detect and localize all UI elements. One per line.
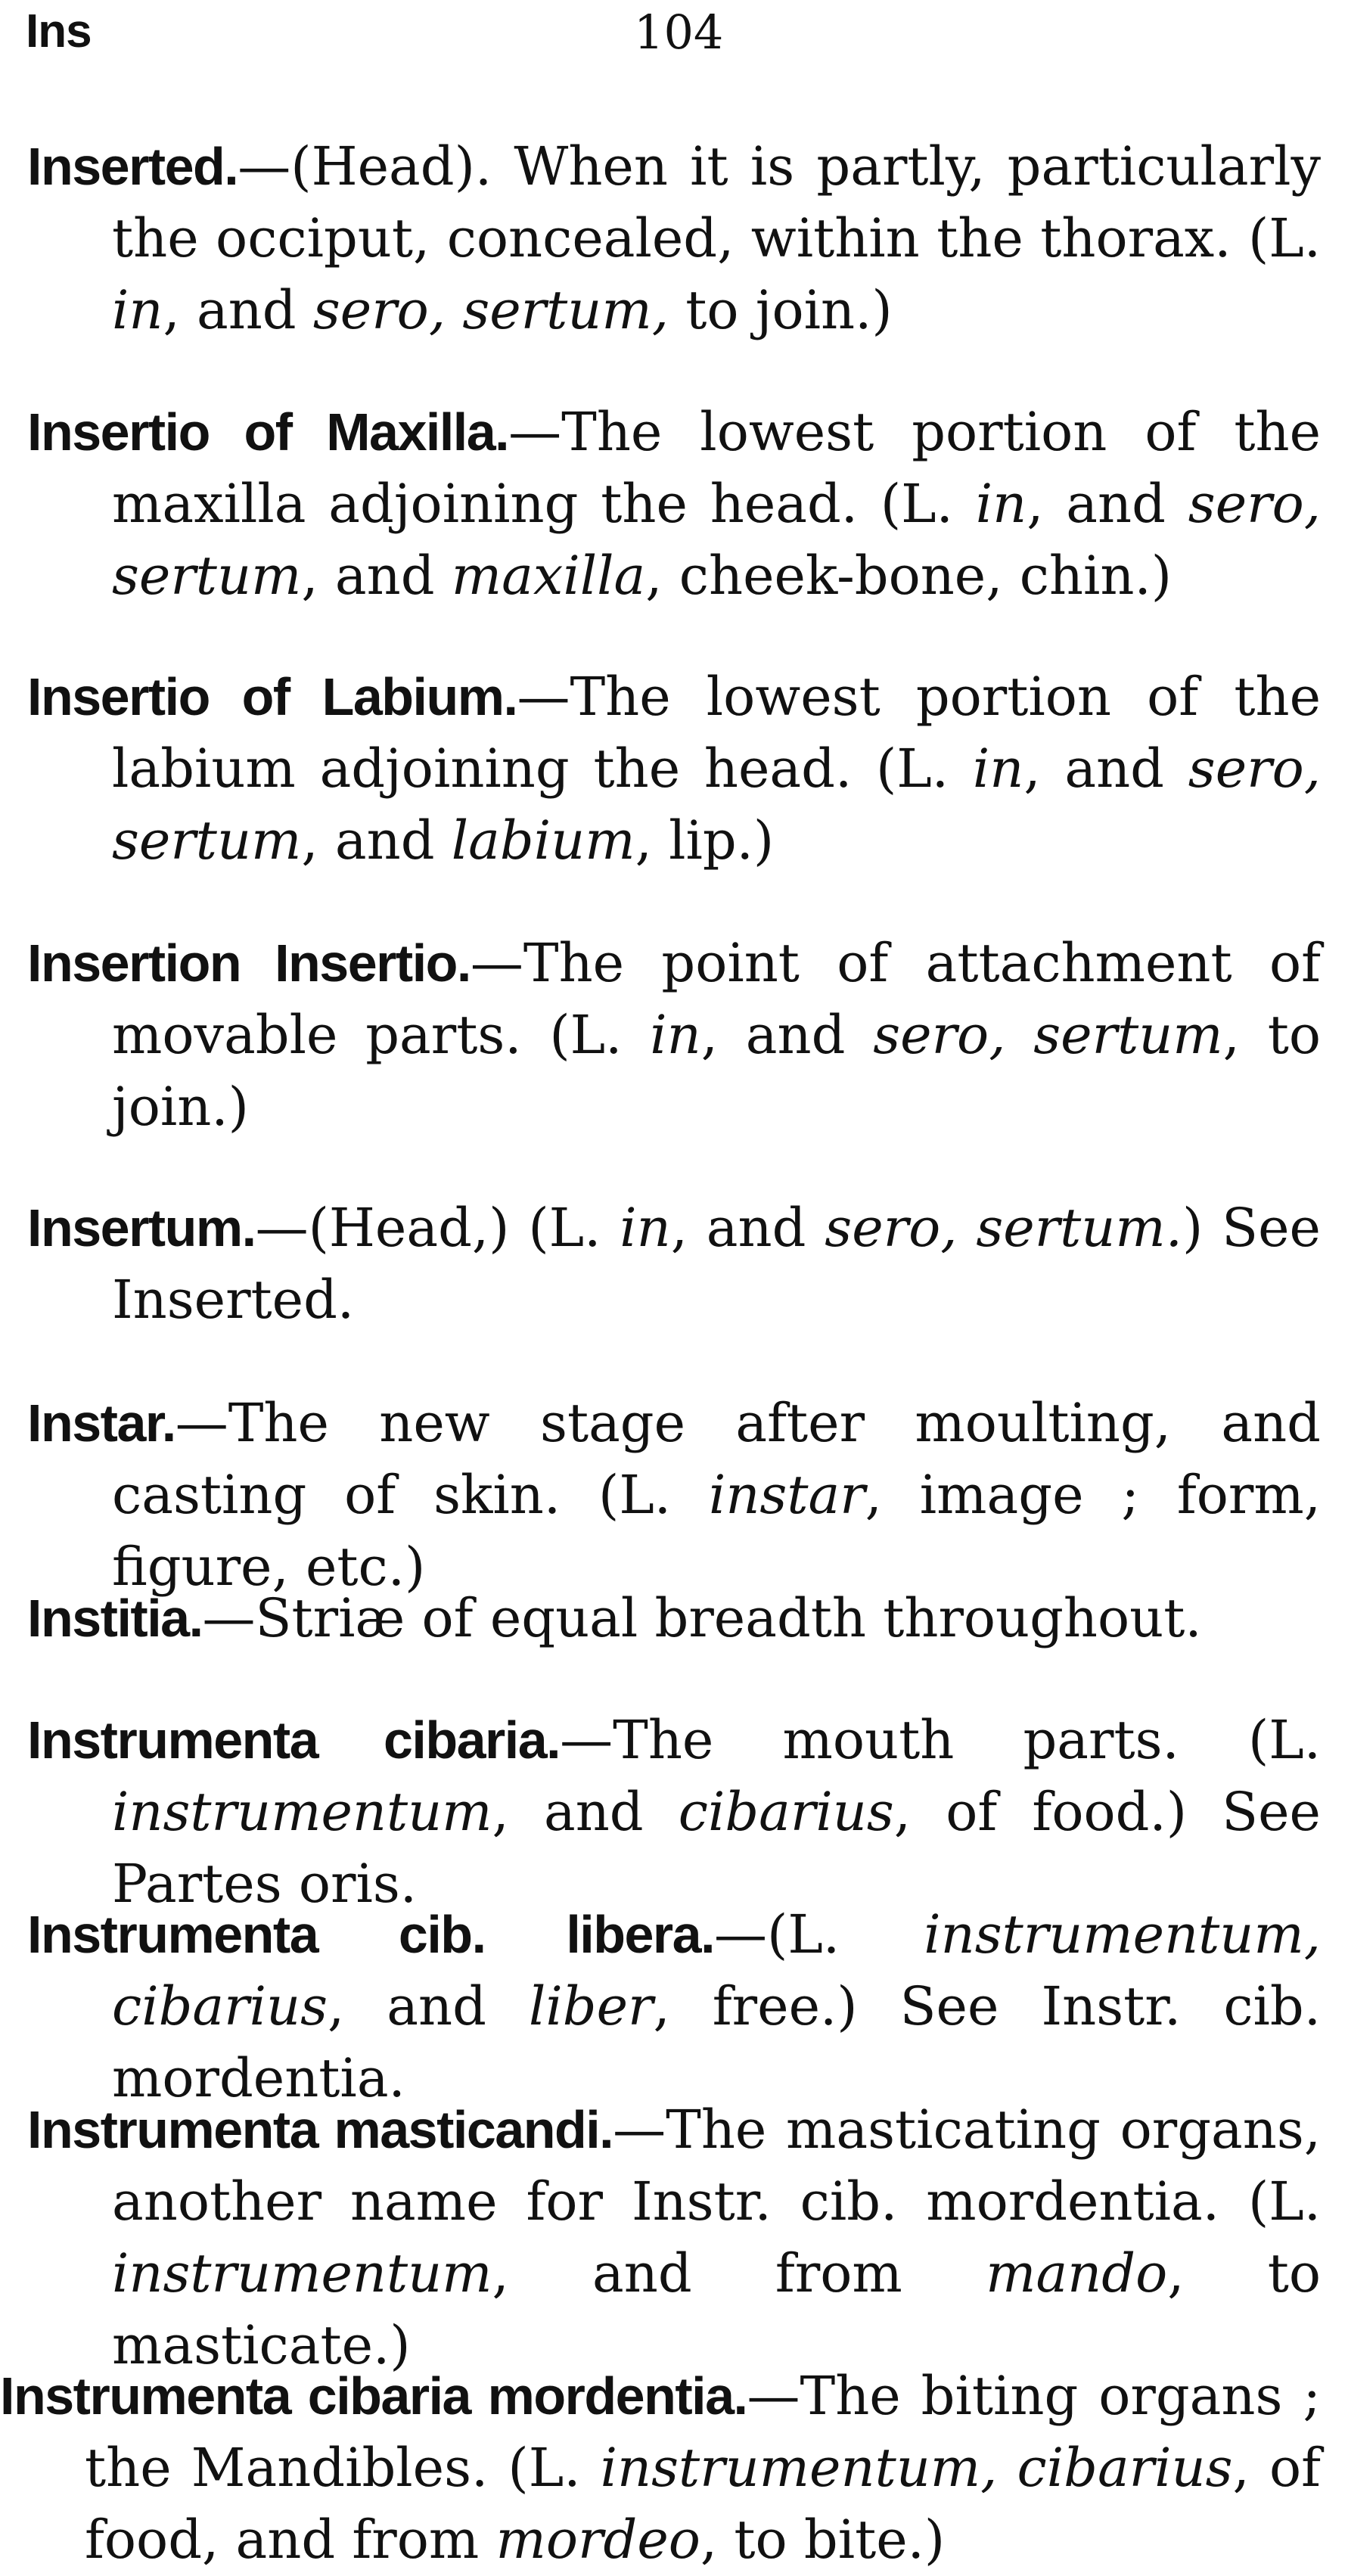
entry-headword: Inserted. [27,137,238,196]
entry-instrumenta-masticandi [27,2094,1321,2382]
entry-insertio-of-maxilla [27,396,1321,612]
entry-institia [27,1583,1321,1655]
entry-headword: Instrumenta cibaria mordentia. [0,2366,747,2425]
definition-text: —The lowest portion of the labium adjoining the head. (L. [112,666,1321,800]
page-header [0,0,1348,61]
entry-headword: Institia. [27,1589,203,1648]
definition-text: , and from [492,2242,986,2304]
italic-term: sero, sertum [112,738,1321,872]
definition-text: —The biting organs ; the Mandibles. (L. [85,2365,1321,2499]
italic-term: mando [986,2242,1168,2304]
definition-text: , to join.) [112,1004,1321,1138]
definition-text: , and [1027,473,1188,535]
entry-instar [27,1387,1321,1603]
entry-headword: Instar. [27,1394,175,1453]
italic-term: labium [451,809,635,872]
italic-term: cibarius [678,1781,894,1843]
definition-text: , lip.) [635,809,775,872]
entry-insertum [27,1192,1321,1336]
entry-insertion-insertio [27,928,1321,1143]
definition-text: , to bite.) [700,2509,946,2571]
italic-term: instrumentum, cibarius [112,1903,1322,2037]
definition-text: , and [301,545,452,607]
italic-term: sero, sertum, [312,279,669,341]
entry-headword: Instrumenta cibaria. [27,1711,561,1770]
italic-term: sero, sertum. [825,1197,1183,1259]
italic-term: instar [708,1464,865,1526]
entry-insertio-of-labium [27,661,1321,877]
definition-text: —The point of attachment of movable parts. (L. [112,932,1322,1066]
definition-text: , cheek-bone, chin.) [645,545,1173,607]
entry-definition [112,1392,1321,1598]
definition-text: , and [670,1197,825,1259]
italic-term: instrumentum [112,2242,492,2304]
definition-text: , and [301,809,452,872]
italic-term: in [650,1004,701,1066]
entry-headword: Insertum. [27,1198,256,1257]
entry-definition [203,1587,1202,1649]
italic-term: instrumentum, cibarius [600,2437,1233,2499]
definition-text: —(Head). When it is partly, particularly the occiput, concealed, within the thorax. (L. [112,135,1321,269]
page-number: 104 [634,5,724,60]
definition-text: , and [163,279,313,341]
definition-text: —(L. [714,1903,924,1965]
definition-text: —The masticating organs, another name for Instr. cib. mordentia. (L. [112,2099,1321,2233]
definition-text: , to masticate.) [112,2242,1321,2376]
definition-text: , of food, and from [85,2437,1321,2571]
definition-text: , and [492,1781,679,1843]
entry-headword: Instrumenta cib. libera. [27,1905,715,1964]
italic-term: in [975,473,1027,535]
definition-text: , free.) See Instr. cib. mordentia. [112,1975,1321,2109]
italic-term: in [972,738,1024,800]
italic-term: maxilla [451,545,646,607]
definition-text: , of food.) See Partes oris. [112,1781,1321,1915]
italic-term: liber [528,1975,654,2037]
entry-headword: Insertion Insertio. [27,934,471,993]
definition-text: —Striæ of equal breadth throughout. [202,1587,1202,1649]
entry-headword: Insertio of Labium. [27,667,517,726]
entry-definition [112,1197,1321,1331]
running-head: Ins [26,5,92,57]
definition-text: , and [328,1975,529,2037]
definition-text: —The lowest portion of the maxilla adjoining the head. (L. [112,401,1321,535]
entry-instrumenta-cibaria [27,1704,1321,1920]
italic-term: mordeo [495,2509,700,2571]
italic-term: sero, sertum [873,1004,1223,1066]
italic-term: instrumentum [112,1781,492,1843]
definition-text: —The mouth parts. (L. [560,1709,1321,1771]
definition-text: , and [1023,738,1188,800]
entry-instrumenta-cibaria-mordentia [0,2360,1321,2576]
definition-text: ) See Inserted. [112,1197,1321,1331]
italic-term: in [620,1197,671,1259]
entry-headword: Insertio of Maxilla. [27,402,509,461]
definition-text: , image ; form, figure, etc.) [112,1464,1321,1598]
definition-text: —The new stage after moulting, and casting of skin. (L. [112,1392,1321,1526]
italic-term: sero, sertum [112,473,1321,607]
entry-instrumenta-cib-libera [27,1899,1321,2115]
definition-text: , and [700,1004,874,1066]
definition-text: to join.) [668,279,893,341]
definition-text: —(Head,) (L. [255,1197,620,1259]
entry-inserted [27,131,1321,346]
italic-term: in [112,279,163,341]
entry-definition [112,135,1321,341]
entry-headword: Instrumenta masticandi. [27,2100,613,2159]
